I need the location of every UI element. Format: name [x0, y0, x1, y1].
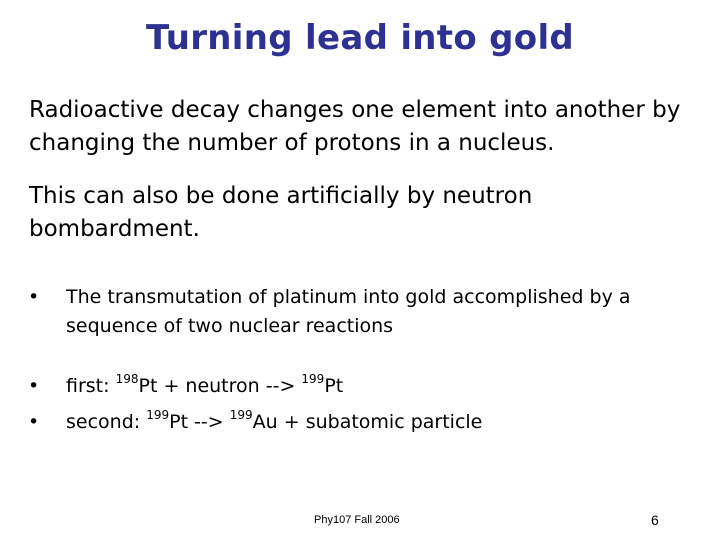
paragraph-bombardment: This can also be done artificially by neutron bombardment. — [29, 183, 533, 242]
element-symbol: Au — [252, 411, 278, 433]
reaction-label: first: — [66, 375, 116, 397]
bullet-dot: • — [28, 411, 40, 433]
mass-number: 199 — [229, 408, 253, 422]
reaction-arrow: --> — [188, 411, 230, 433]
element-symbol: Pt — [138, 375, 158, 397]
slide-title: Turning lead into gold — [145, 18, 575, 58]
bullet-second-reaction — [28, 408, 698, 437]
element-symbol: Pt — [324, 375, 344, 397]
paragraph-decay: Radioactive decay changes one element into another by changing the number of protons in a nucleus. — [29, 97, 681, 156]
bullet-first-reaction — [28, 372, 698, 401]
first-reaction-text — [66, 372, 698, 401]
reaction-product: + subatomic particle — [277, 411, 483, 433]
second-reaction-text — [66, 408, 698, 437]
mass-number: 199 — [301, 372, 325, 386]
bullet-dot: • — [28, 286, 40, 308]
reaction-label: second: — [66, 411, 147, 433]
element-symbol: Pt — [169, 411, 189, 433]
mass-number: 198 — [115, 372, 139, 386]
reaction-arrow: + neutron --> — [157, 375, 302, 397]
bullet-dot: • — [28, 375, 40, 397]
page-number: 6 — [651, 512, 659, 528]
bullet-transmutation — [28, 283, 698, 341]
footer-course: Phy107 Fall 2006 — [314, 514, 400, 526]
mass-number: 199 — [146, 408, 170, 422]
bullet-transmutation-text: The transmutation of platinum into gold accomplished by a sequence of two nuclear reactions — [66, 286, 631, 337]
